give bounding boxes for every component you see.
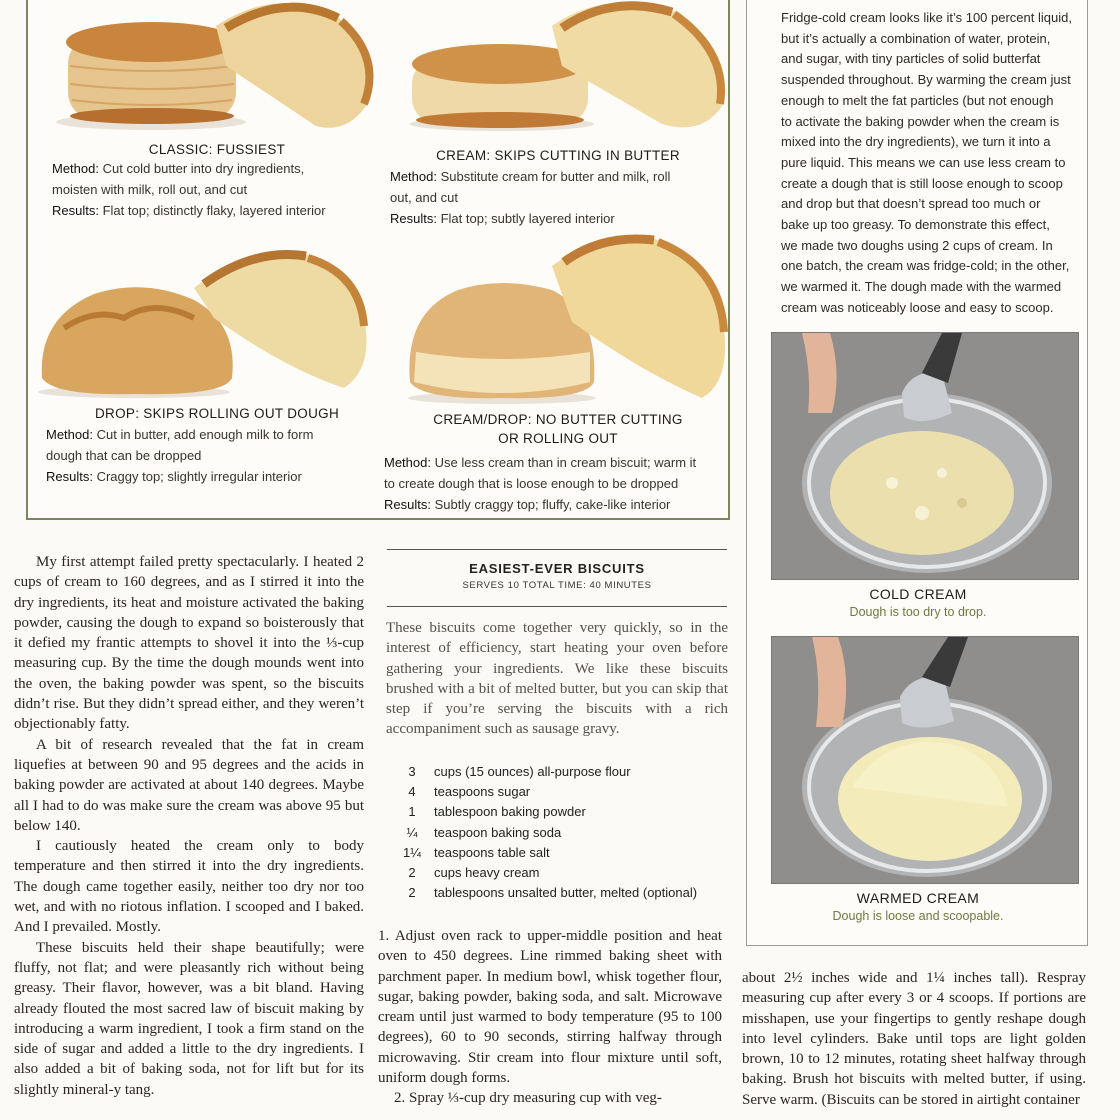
cold-cream-photo: [771, 332, 1079, 580]
ingredient: 1¼ teaspoons table salt: [402, 844, 550, 860]
cream-drop-title-line2: OR ROLLING OUT: [498, 431, 618, 446]
drop-description: Method: Cut in butter, add enough milk to form dough that can be dropped Results: Craggy top; slightly irregular interior: [46, 427, 314, 484]
ingredient: 4 teaspoons sugar: [408, 784, 531, 800]
cream-biscuit-photo: [402, 0, 732, 136]
warmed-cream-caption: WARMED CREAM: [856, 890, 980, 906]
cream-drop-description: Method: Use less cream than in cream biscuit; warm it to create dough that is loose enough to be dropped Results: Subtly craggy top; fluffy, cake-like interior: [384, 455, 697, 512]
cream-drop-title: CREAM/DROP: NO BUTTER CUTTING: [433, 412, 683, 427]
warmed-cream-photo: [771, 636, 1079, 884]
ingredient-list: [396, 762, 736, 903]
drop-title: DROP: SKIPS ROLLING OUT DOUGH: [95, 406, 339, 421]
recipe-continuation: about 2½ inches wide and 1¼ inches tall). Respray measuring cup after every 3 or 4 scoops. If portions are misshapen, use your fingertips to gently reshape dough into level cylinders. Bake until tops are light golden brown, 10 to 12 minutes, rotating sheet halfway through baking. Brush hot biscuits with melted butter, if using. Serve warm. (Biscuits can be stored in airtight container: [742, 970, 1086, 1108]
classic-biscuit-photo: [46, 0, 386, 136]
cold-cream-caption: COLD CREAM: [869, 586, 967, 602]
recipe-bottom-rule: [387, 606, 727, 607]
recipe-title: EASIEST-EVER BISCUITS: [469, 561, 645, 576]
ingredient: 2 tablespoons unsalted butter, melted (optional): [408, 885, 698, 901]
recipe-intro: These biscuits come together very quickly, so in the interest of efficiency, start heating your oven before gathering your ingredients. We like these biscuits brushed with a bit of melted butter, but you can skip that step if you’re serving the biscuits with a rich accompaniment such as sausage gravy.: [386, 620, 728, 738]
biscuit-comparison-panel: [26, 0, 730, 520]
cream-title: CREAM: SKIPS CUTTING IN BUTTER: [436, 148, 680, 163]
recipe-top-rule: [387, 549, 727, 550]
sidebar-text: Fridge-cold cream looks like it’s 100 percent liquid, but it’s actually a combination of water, protein, and sugar, with tiny particles of solid butterfat suspended throughout. By warming the cream just enough to melt the fat particles (but not enough to activate the baking powder when the cream is mixed into the dry ingredients), we turn it into a pure liquid. This means we can use less cream to create a dough that is still loose enough to scoop and drop but that doesn’t spread too much or bake up too greasy. To demonstrate this effect, we made two doughs using 2 cups of cream. In one batch, the cream was fridge-cold; in the other, we warmed it. The dough made with the warmed cream was noticeably loose and easy to scoop.: [781, 10, 1072, 315]
paragraph: My first attempt failed pretty spectacularly. I heated 2 cups of cream to 160 degrees, and as I stirred it into the dry ingredients, its heat and moisture activated the baking powder, causing the dough to expand so boisterously that it defied my frantic attempts to shovel it into the ⅓-cup measuring cup. By the time the dough mounds went into the oven, the baking powder was spent, so the biscuits didn’t rise. But they didn’t spread either, and they weren’t objectionably fatty.: [14, 554, 364, 733]
ingredient: 3 cups (15 ounces) all-purpose flour: [408, 764, 631, 779]
ingredient: ¼ teaspoon baking soda: [406, 824, 562, 840]
recipe-meta: SERVES 10 TOTAL TIME: 40 MINUTES: [462, 580, 652, 591]
cream-drop-biscuit-photo: [402, 232, 732, 404]
warmed-cream-subcaption: Dough is loose and scoopable.: [832, 909, 1004, 923]
recipe-step-1: 1. Adjust oven rack to upper-middle position and heat oven to 450 degrees. Line rimmed baking sheet with parchment paper. In medium bowl, whisk together flour, sugar, baking powder, baking soda, and salt. Microwave cream until just warmed to body temperature (95 to 100 degrees), 60 to 90 seconds, stirring halfway through microwaving. Stir cream into flour mixture until soft, uniform dough forms.: [378, 928, 722, 1087]
cream-description: Method: Substitute cream for butter and milk, roll out, and cut Results: Flat top; subtly layered interior: [390, 169, 671, 226]
recipe-steps: [378, 926, 722, 1109]
paragraph: A bit of research revealed that the fat in cream liquefies at between 90 and 95 degrees and the acids in baking powder are activated at about 140 degrees. Maybe all I had to do was make sure the cream was above 95 but below 140.: [14, 736, 364, 834]
classic-title: CLASSIC: FUSSIEST: [148, 142, 286, 157]
ingredient: 1 tablespoon baking powder: [408, 804, 586, 820]
recipe-step-2: 2. Spray ⅓-cup dry measuring cup with veg-: [394, 1090, 662, 1107]
ingredient: 2 cups heavy cream: [408, 865, 540, 881]
paragraph: I cautiously heated the cream only to body temperature and then stirred it into the dry ingredients. The dough came together easily, neither too dry nor too wet, and with no riotous inflation. I scooped and I baked. And I prevailed. Mostly.: [14, 838, 364, 936]
paragraph: These biscuits held their shape beautifully; were fluffy, not flat; and were pleasantly rich without being greasy. Their flavor, however, was a bit bland. Having already flouted the most sacred law of biscuit making by introducing a warm ingredient, I took a firm stand on the side of sugar and added a little to the dry ingredients. I also added a bit of baking soda, not for lift but for its slightly mineral-y tang.: [14, 939, 364, 1098]
classic-description: Method: Cut cold butter into dry ingredients, moisten with milk, roll out, and cut Results: Flat top; distinctly flaky, layered interior: [52, 161, 326, 218]
cream-science-sidebar: [746, 0, 1088, 946]
cold-cream-subcaption: Dough is too dry to drop.: [849, 605, 987, 619]
article-left-column: [14, 552, 364, 1100]
drop-biscuit-photo: [34, 248, 374, 398]
